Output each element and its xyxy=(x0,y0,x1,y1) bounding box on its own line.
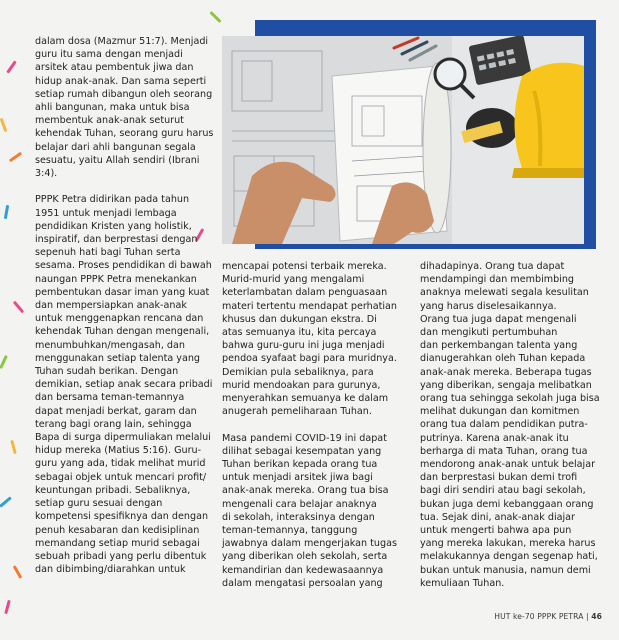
text-line: anaknya melewati segala kesulitan xyxy=(420,287,589,299)
text-line: setiap guru sesuai dengan xyxy=(35,498,163,510)
text-line: dilihat sebagai kesempatan yang xyxy=(222,445,382,457)
text-line: dapat menjadi berkat, garam dan xyxy=(35,405,197,417)
text-line: melakukannya dengan segenap hati, xyxy=(420,551,598,563)
paragraph-4 xyxy=(222,432,397,590)
text-line: di sekolah, interaksinya dengan xyxy=(222,511,375,523)
text-line: inspiratif, dan berprestasi dengan xyxy=(35,234,198,246)
text-line: ahli bangunan, maka untuk bisa xyxy=(35,102,190,114)
text-line: dan perkembangan talenta yang xyxy=(420,340,578,352)
text-line: Bapa di surga dipermuliakan melalui xyxy=(35,432,211,444)
text-line: dan mengikuti pertumbuhan xyxy=(420,327,558,339)
text-line: mengenali cara belajar anaknya xyxy=(222,498,377,510)
text-line: naungan PPPK Petra menekankan xyxy=(35,273,197,285)
text-line: memandang setiap murid sebagai xyxy=(35,537,200,549)
text-line: yang diberikan, sengaja melibatkan xyxy=(420,379,592,391)
text-line: khusus dan dukungan ekstra. Di xyxy=(222,313,377,325)
text-line: kemuliaan Tuhan. xyxy=(420,577,505,589)
footer-label: HUT ke-70 PPPK PETRA | xyxy=(494,612,589,621)
text-line: dihadapinya. Orang tua dapat xyxy=(420,261,565,272)
text-line: bukan juga demi kebanggaan orang xyxy=(420,498,594,510)
text-line: keuntungan pribadi. Sebaliknya, xyxy=(35,484,191,496)
text-line: bahwa guru-guru ini juga menjadi xyxy=(222,340,385,352)
text-line: kemandirian dan kedewasaannya xyxy=(222,564,384,576)
text-line: pembentukan dasar iman yang kuat xyxy=(35,286,210,298)
text-line: penuh kesabaran dan kedisiplinan xyxy=(35,524,200,536)
text-line: menumbuhkan/mengasah, dan xyxy=(35,339,185,351)
text-line: dalam mengatasi persoalan yang xyxy=(222,577,383,589)
text-line: yang diberikan oleh sekolah, serta xyxy=(222,551,388,563)
text-column-2 xyxy=(222,260,397,590)
text-line: menyerahkan semuanya ke dalam xyxy=(222,393,389,405)
text-line: demikian, setiap anak secara pribadi xyxy=(35,379,213,391)
text-line: Tuhan berikan kepada orang tua xyxy=(222,459,378,471)
text-line: kehendak Tuhan, seorang guru harus xyxy=(35,128,214,140)
text-line: mendampingi dan membimbing xyxy=(420,274,575,286)
text-line: sebuah pribadi yang perlu dibentuk xyxy=(35,550,207,562)
text-line: bukan untuk manusia, namun demi xyxy=(420,564,591,576)
text-line: bagi diri sendiri atau bagi sekolah, xyxy=(420,485,586,497)
paragraph-3 xyxy=(222,260,397,418)
text-line: sesuatu, yaitu Allah sendiri (Ibrani xyxy=(35,154,200,166)
text-line: materi tertentu mendapat perhatian xyxy=(222,300,397,312)
text-line: dan dibimbing/diarahkan untuk xyxy=(35,564,186,576)
text-line: menggunakan setiap talenta yang xyxy=(35,352,200,364)
text-line: kehendak Tuhan dengan mengenali, xyxy=(35,326,210,338)
page-number: 46 xyxy=(591,612,602,621)
text-line: PPPK Petra didirikan pada tahun xyxy=(35,194,190,206)
text-line: untuk mengerti bahwa apa pun xyxy=(420,525,572,537)
text-line: terang bagi orang lain, sehingga xyxy=(35,418,192,430)
text-line: putrinya. Karena anak-anak itu xyxy=(420,432,569,444)
text-line: hidup anak-anak. Dan sama seperti xyxy=(35,75,207,87)
text-line: untuk menggenapkan rencana dan xyxy=(35,313,204,325)
text-line: untuk menjadi arsitek jiwa bagi xyxy=(222,472,373,484)
text-line: orang tua dalam pendidikan putra- xyxy=(420,419,588,431)
text-line: Demikian pula sebaliknya, para xyxy=(222,366,374,378)
text-line: sesama. Proses pendidikan di bawah xyxy=(35,260,212,272)
text-line: sebagai objek untuk mencari profit/ xyxy=(35,471,207,483)
text-line: keterlambatan dalam penguasaan xyxy=(222,287,388,299)
text-line: 3:4). xyxy=(35,168,58,180)
text-line: membentuk anak-anak seturut xyxy=(35,115,184,127)
text-line: dan bersama teman-temannya xyxy=(35,392,185,404)
text-line: belajar dari ahli bangunan segala xyxy=(35,141,196,153)
text-column-3 xyxy=(420,260,600,590)
text-line: anak-anak mereka. Orang tua bisa xyxy=(222,485,389,497)
text-line: 1951 untuk menjadi lembaga xyxy=(35,207,177,219)
text-line: dan berprestasi bukan demi trofi xyxy=(420,472,578,484)
text-line: tua. Sejak dini, anak-anak diajar xyxy=(420,511,575,523)
text-line: mencapai potensi terbaik mereka. xyxy=(222,261,387,272)
text-line: Masa pandemi COVID-19 ini dapat xyxy=(222,432,387,444)
text-line: yang harus diselesaikannya. xyxy=(420,300,557,312)
text-line: arsitek atau pembentuk jiwa dan xyxy=(35,62,194,74)
text-line: anugerah pemeliharaan Tuhan. xyxy=(222,406,372,418)
text-line: Orang tua juga dapat mengenali xyxy=(420,313,577,325)
text-line: Tuhan sudah berikan. Dengan xyxy=(35,366,179,378)
text-line: anak-anak mereka. Beberapa tugas xyxy=(420,366,592,378)
text-line: pendidikan Kristen yang holistik, xyxy=(35,220,192,232)
text-line: mendorong anak-anak untuk belajar xyxy=(420,459,596,471)
text-line: atas semuanya itu, kita percaya xyxy=(222,327,377,339)
text-line: orang tua sehingga sekolah juga bisa xyxy=(420,393,600,405)
text-line: jawabnya dalam mengerjakan tugas xyxy=(222,538,397,550)
text-line: dan mempersiapkan anak-anak xyxy=(35,300,187,312)
text-line: murid mendoakan para gurunya, xyxy=(222,379,381,391)
text-line: dianugerahkan oleh Tuhan kepada xyxy=(420,353,586,365)
text-line: guru itu sama dengan menjadi xyxy=(35,49,183,61)
text-column-1 xyxy=(35,35,213,576)
blueprint-photo xyxy=(222,36,584,244)
text-line: Murid-murid yang mengalami xyxy=(222,274,365,286)
text-line: pendoa syafaat bagi para muridnya. xyxy=(222,353,397,365)
paragraph-1 xyxy=(35,35,213,180)
text-line: setiap rumah dibangun oleh seorang xyxy=(35,88,213,100)
text-line: kompetensi spesifiknya dan dengan xyxy=(35,511,209,523)
paragraph-2 xyxy=(35,193,213,576)
text-line: teman-temannya, tanggung xyxy=(222,525,358,537)
text-line: dalam dosa (Mazmur 51:7). Menjadi xyxy=(35,36,209,47)
page-footer xyxy=(494,612,602,621)
text-line: berharga di mata Tuhan, orang tua xyxy=(420,445,588,457)
text-line: guru yang ada, tidak melihat murid xyxy=(35,458,206,470)
paragraph-5 xyxy=(420,260,600,590)
text-line: melihat dukungan dan komitmen xyxy=(420,406,580,418)
text-line: hidup mereka (Matius 5:16). Guru- xyxy=(35,445,202,457)
text-line: yang mereka lakukan, mereka harus xyxy=(420,538,596,550)
text-line: sepenuh hati bagi Tuhan serta xyxy=(35,247,181,259)
